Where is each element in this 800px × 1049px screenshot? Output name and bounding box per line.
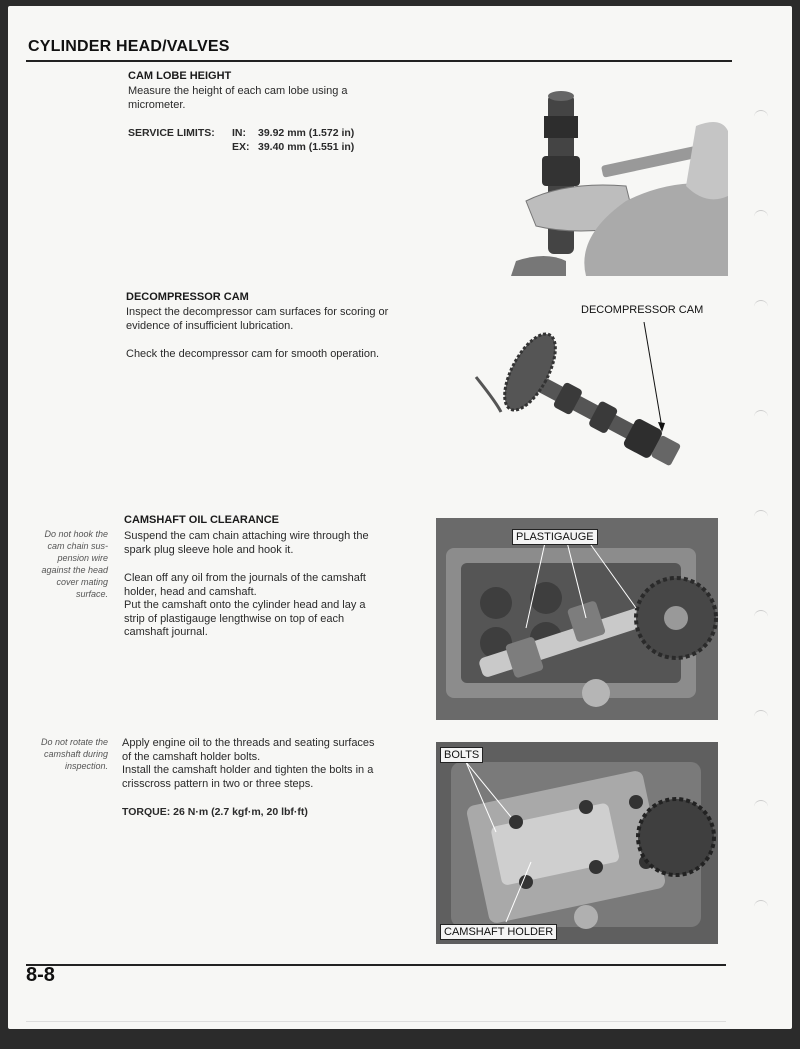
holder-para2-line-1: Install the camshaft holder and tighten the bolts in a xyxy=(122,764,374,776)
margin-mark xyxy=(754,800,768,807)
oil-note-line-3: pension wire xyxy=(57,553,108,563)
manual-page xyxy=(8,6,792,1029)
holder-note-line-3: inspection. xyxy=(64,761,108,771)
cam-lobe-line-2: micrometer. xyxy=(128,98,186,111)
plastigauge-label: PLASTIGAUGE xyxy=(512,529,598,545)
margin-mark xyxy=(754,710,768,717)
oil-note-line-4: against the head xyxy=(41,565,108,575)
oil-para2-line-1: Clean off any oil from the journals of the camshaft xyxy=(124,572,366,584)
oil-para3-line-1: Put the camshaft onto the cylinder head and lay a xyxy=(124,599,366,611)
holder-note-line-1: Do not rotate the xyxy=(40,737,108,747)
holder-text xyxy=(122,737,426,791)
oil-clearance-title: CAMSHAFT OIL CLEARANCE xyxy=(124,514,280,526)
torque-spec: TORQUE: 26 N·m (2.7 kgf·m, 20 lbf·ft) xyxy=(122,806,308,818)
decompressor-text xyxy=(126,306,436,333)
in-value: 39.92 mm (1.572 in) xyxy=(258,127,355,139)
camshaft-photo xyxy=(466,322,706,492)
plastigauge-photo xyxy=(436,518,718,720)
oil-para1-line-2: spark plug sleeve hole and hook it. xyxy=(124,543,294,556)
decompressor-line-2: evidence of insufficient lubrication. xyxy=(126,319,294,332)
oil-para3-line-3: camshaft journal. xyxy=(124,626,208,638)
margin-mark xyxy=(754,900,768,907)
decompressor-callout: DECOMPRESSOR CAM xyxy=(581,304,704,316)
oil-note-line-1: Do not hook the xyxy=(44,529,108,539)
camshaft-holder-label: CAMSHAFT HOLDER xyxy=(440,924,557,940)
holder-side-note xyxy=(8,736,108,772)
service-limits xyxy=(128,127,354,154)
oil-clearance-side-note xyxy=(8,528,108,600)
holder-para1-line-1: Apply engine oil to the threads and seating surfaces xyxy=(122,737,375,749)
margin-mark xyxy=(754,300,768,307)
margin-mark xyxy=(754,610,768,617)
decompressor-title: DECOMPRESSOR CAM xyxy=(126,291,249,303)
service-limits-label: SERVICE LIMITS: xyxy=(128,127,215,139)
cam-lobe-line-1: Measure the height of each cam lobe using a xyxy=(128,85,348,97)
page-number: 8-8 xyxy=(26,964,55,986)
decompressor-line-3: Check the decompressor cam for smooth operation. xyxy=(126,348,380,360)
oil-para1-line-1: Suspend the cam chain attaching wire through the xyxy=(124,530,369,542)
oil-para3-line-2: strip of plastigauge lengthwise on top of each xyxy=(124,612,345,625)
holder-para2-line-2: crisscross pattern in two or three steps. xyxy=(122,777,314,790)
footer-faint-rule xyxy=(26,1021,726,1022)
cam-lobe-text xyxy=(128,85,428,112)
ex-label: EX: xyxy=(232,140,250,153)
micrometer-photo xyxy=(506,86,728,276)
oil-clearance-para-1 xyxy=(124,530,426,557)
oil-para2-line-2: holder, head and camshaft. xyxy=(124,585,257,598)
margin-mark xyxy=(754,410,768,417)
oil-note-line-2: cam chain sus- xyxy=(47,541,108,551)
bolts-label: BOLTS xyxy=(440,747,483,763)
camshaft-holder-photo xyxy=(436,742,718,944)
oil-clearance-para-2 xyxy=(124,572,426,640)
decompressor-line-1: Inspect the decompressor cam surfaces for scoring or xyxy=(126,306,389,318)
margin-mark xyxy=(754,110,768,117)
margin-mark xyxy=(754,510,768,517)
page-header-title: CYLINDER HEAD/VALVES xyxy=(28,38,230,55)
holder-para1-line-2: of the camshaft holder bolts. xyxy=(122,750,261,763)
footer-rule xyxy=(26,964,726,966)
oil-note-line-5: cover mating xyxy=(56,577,108,587)
ex-value: 39.40 mm (1.551 in) xyxy=(258,140,355,153)
oil-note-line-6: surface. xyxy=(75,589,108,599)
margin-mark xyxy=(754,210,768,217)
holder-note-line-2: camshaft during xyxy=(43,749,108,759)
in-label: IN: xyxy=(232,127,246,139)
cam-lobe-title: CAM LOBE HEIGHT xyxy=(128,70,232,82)
header-rule xyxy=(26,60,732,62)
